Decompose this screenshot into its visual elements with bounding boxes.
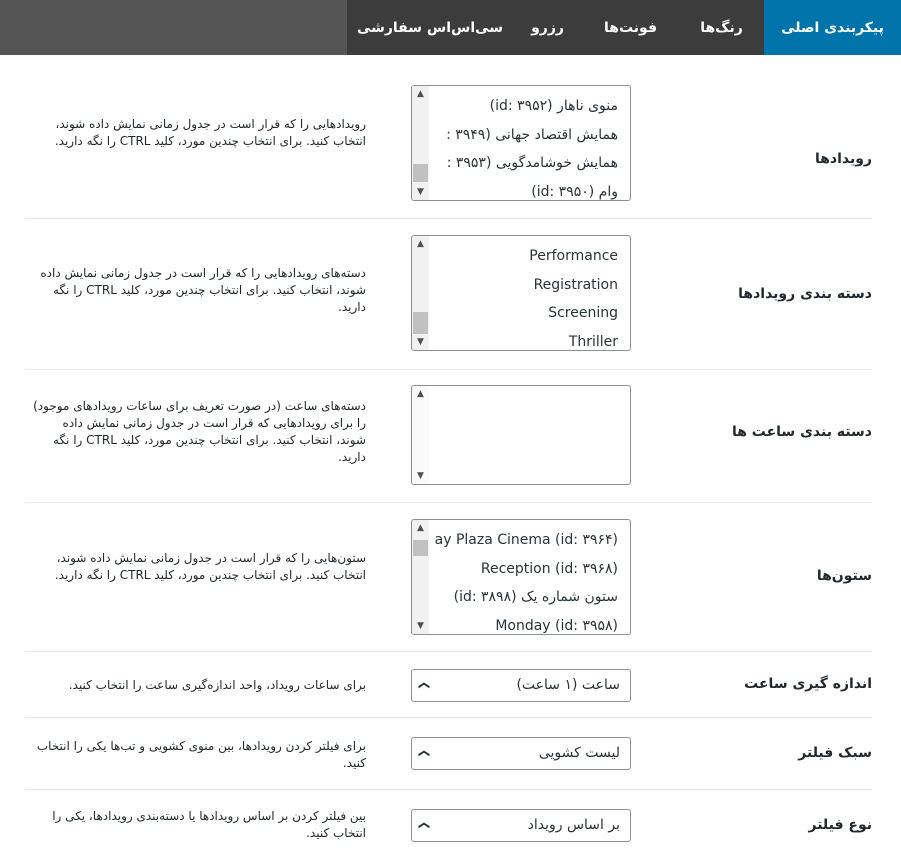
tab-main-configuration[interactable]: پیکربندی اصلی (764, 0, 901, 55)
event-categories-scrollbar[interactable] (412, 236, 429, 350)
row-columns (25, 503, 872, 652)
row-filter-style (25, 718, 872, 790)
event-categories-select[interactable] (411, 235, 631, 351)
row-event-categories (25, 219, 872, 370)
chevron-down-icon: ❯ (418, 820, 432, 831)
tab-custom-css[interactable]: سی‌اس‌اس سفارشی (347, 0, 513, 55)
event-categories-label: دسته بندی رویدادها (738, 286, 872, 302)
filter-style-dropdown[interactable] (411, 737, 631, 770)
columns-option[interactable]: ay Plaza Cinema (id: ۳۹۶۴) (434, 532, 618, 548)
chevron-up-icon[interactable]: ▲ (417, 239, 424, 249)
row-events (25, 73, 872, 219)
events-option[interactable]: همایش اقتصاد جهانی (۳۹۴۹ : (446, 126, 618, 143)
chevron-down-icon[interactable]: ▼ (417, 621, 424, 631)
time-measure-description: برای ساعات رویداد، واحد اندازه‌گیری ساعت را انتخاب کنید. (68, 678, 366, 692)
hour-categories-label: دسته بندی ساعت ها (731, 424, 872, 440)
columns-option[interactable]: Monday (id: ۳۹۵۸) (495, 617, 618, 634)
filter-type-description: بین فیلتر کردن بر اساس رویدادها یا دسته‌بندی رویدادها، یکی را انتخاب کنید. (52, 809, 366, 840)
scroll-thumb[interactable] (413, 312, 428, 334)
event-categories-option[interactable]: Screening (548, 305, 618, 321)
row-time-measure (25, 652, 872, 718)
tab-colors[interactable]: رنگ‌ها (679, 0, 764, 55)
events-label: رویدادها (814, 151, 872, 167)
filter-style-description: برای فیلتر کردن رویدادها، بین منوی کشویی و تب‌ها یکی را انتخاب کنید. (36, 739, 366, 770)
events-select[interactable] (411, 85, 631, 201)
chevron-down-icon: ❯ (418, 680, 432, 691)
columns-scrollbar[interactable] (412, 520, 429, 634)
chevron-up-icon[interactable]: ▲ (417, 523, 424, 533)
columns-option[interactable]: Reception (id: ۳۹۶۸) (480, 560, 618, 577)
filter-style-value: لیست کشویی (538, 745, 620, 761)
tab-booking[interactable]: رزرو (513, 0, 582, 55)
scroll-thumb[interactable] (413, 164, 428, 182)
chevron-down-icon[interactable]: ▼ (417, 471, 424, 481)
hour-categories-description: دسته‌های ساعت (در صورت تعریف برای ساعات رویدادهای موجود) را برای رویدادهایی که قرار است در جدول زمانی نمایش داده شوند، انتخاب کنید. برای انتخاب چندین مورد، کلید CTRL را نگه دارید. (33, 399, 366, 464)
settings-tabs (0, 0, 901, 55)
hour-categories-scrollbar[interactable] (412, 386, 429, 484)
tab-fonts[interactable]: فونت‌ها (582, 0, 679, 55)
scroll-thumb[interactable] (413, 540, 428, 556)
chevron-up-icon[interactable]: ▲ (417, 389, 424, 399)
filter-type-label: نوع فیلتر (808, 817, 872, 833)
events-scrollbar[interactable] (412, 86, 429, 200)
columns-description: ستون‌هایی را که قرار است در جدول زمانی نمایش داده شوند، انتخاب کنید. برای انتخاب چندین مورد، کلید CTRL را نگه دارید. (54, 551, 366, 582)
row-filter-type (25, 790, 872, 857)
columns-option[interactable]: ستون شماره یک (id: ۳۸۹۸) (453, 589, 618, 605)
hour-categories-select[interactable] (411, 385, 631, 485)
filter-type-dropdown[interactable] (411, 809, 631, 842)
chevron-down-icon[interactable]: ▼ (417, 187, 424, 197)
event-categories-option[interactable]: Thriller (568, 333, 618, 350)
time-measure-label: اندازه گیری ساعت (744, 676, 872, 692)
chevron-up-icon[interactable]: ▲ (417, 89, 424, 99)
chevron-down-icon[interactable]: ▼ (417, 337, 424, 347)
time-measure-value: ساعت (۱ ساعت) (516, 677, 620, 693)
event-categories-option[interactable]: Registration (533, 276, 618, 293)
time-measure-dropdown[interactable] (411, 669, 631, 702)
event-categories-description: دسته‌های رویدادهایی را که قرار است در جدول زمانی نمایش داده شوند، انتخاب کنید. برای انتخاب چندین مورد، کلید CTRL را نگه دارید. (40, 266, 366, 314)
columns-label: ستون‌ها (816, 568, 872, 584)
chevron-down-icon: ❯ (418, 748, 432, 759)
events-description: رویدادهایی را که قرار است در جدول زمانی نمایش داده شوند، انتخاب کنید. برای انتخاب چندین مورد، کلید CTRL را نگه دارید. (54, 117, 366, 148)
row-hour-categories (25, 370, 872, 503)
event-categories-option[interactable]: Performance (529, 248, 618, 264)
events-option[interactable]: وام (id: ۳۹۵۰) (531, 183, 618, 200)
events-option[interactable]: منوی ناهار (id: ۳۹۵۲) (489, 98, 618, 114)
events-option[interactable]: همایش خوشامدگویی (۳۹۵۳ : (446, 155, 618, 171)
filter-style-label: سبک فیلتر (798, 745, 872, 761)
filter-type-value: بر اساس رویداد (527, 817, 620, 833)
columns-select[interactable] (411, 519, 631, 635)
